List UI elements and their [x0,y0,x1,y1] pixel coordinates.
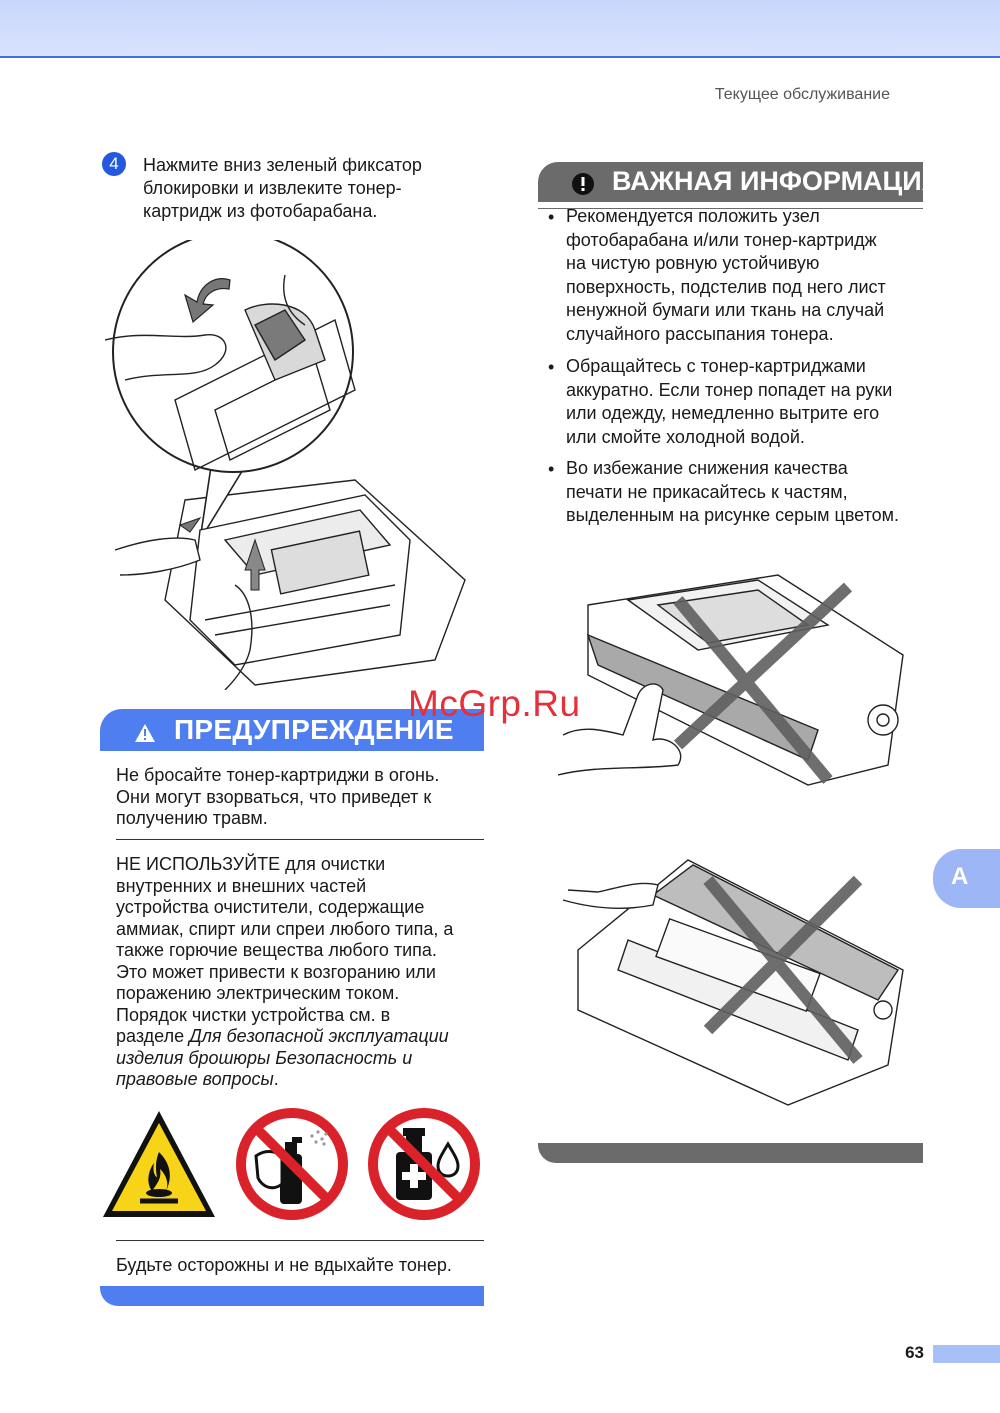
drum-toner-removal-illustration [105,240,475,690]
warning-triangle-icon [134,723,156,743]
cleaning-text: для очистки внутренних и внешних частей устройства очистители, содержащие аммиак, спирт или спреи любого типа, а также горючие вещества любого типа. Это может привести к возгоранию или поражению электрическим током. Порядок чистки устройства см. в разделе [116,854,454,1046]
page-number-bar [933,1345,1000,1363]
no-cleaning-fluid-icon [366,1106,482,1222]
page-number: 63 [905,1343,924,1362]
bullet-mark: • [548,459,555,479]
top-color-band [0,0,1000,58]
warning-paragraph-fire: Не бросайте тонер-картриджи в огонь. Они могут взорваться, что приведет к получению травм. [116,765,440,828]
toner-cartridge-do-not-touch-illustration [558,565,908,795]
divider [116,1240,484,1241]
emphasis-do-not-use: НЕ ИСПОЛЬЗУЙТЕ [116,854,281,874]
chapter-tab-label: A [951,863,969,890]
no-spray-icon [234,1106,350,1222]
watermark: McGrp.Ru [408,683,581,724]
important-bullet-gray-parts: Во избежание снижения качества печати не прикасайтесь к частям, выделенным на рисунке серым цветом. [566,458,900,525]
drum-unit-do-not-touch-illustration [558,850,908,1110]
warning-paragraph-inhale: Будьте осторожны и не вдыхайте тонер. [116,1255,452,1275]
warning-paragraph-cleaning [116,854,484,1091]
important-bullet-surface: Рекомендуется положить узел фотобарабана и/или тонер-картридж на чистую ровную устойчивую поверхность, подстелив под него лист ненужной бумаги или ткань на случай случайного рассыпания тонера. [566,206,886,344]
important-title: ВАЖНАЯ ИНФОРМАЦИЯ [612,166,942,196]
step-number-badge: 4 [102,152,126,176]
important-bullet-handling: Обращайтесь с тонер-картриджами аккуратно. Если тонер попадет на руки или одежду, немедленно вытрите его или смойте холодной водой. [566,356,893,447]
bullet-mark: • [548,357,555,377]
warning-footer-bar [100,1286,484,1306]
flammable-hazard-icon [100,1107,218,1221]
divider [116,839,484,840]
exclamation-circle-icon [571,172,595,196]
running-header: Текущее обслуживание [714,86,890,103]
step-instruction: Нажмите вниз зеленый фиксатор блокировки и извлеките тонер- картридж из фотобарабана. [143,155,422,221]
safety-booklet-reference: Для безопасной эксплуатации изделия брошюры Безопасность и правовые вопросы [116,1026,449,1089]
bullet-mark: • [548,207,555,227]
warning-title: ПРЕДУПРЕЖДЕНИЕ [174,714,454,745]
hand [563,883,658,908]
important-footer-bar [538,1143,923,1163]
chapter-tab [933,849,1000,908]
sentence-end: . [273,1069,279,1089]
